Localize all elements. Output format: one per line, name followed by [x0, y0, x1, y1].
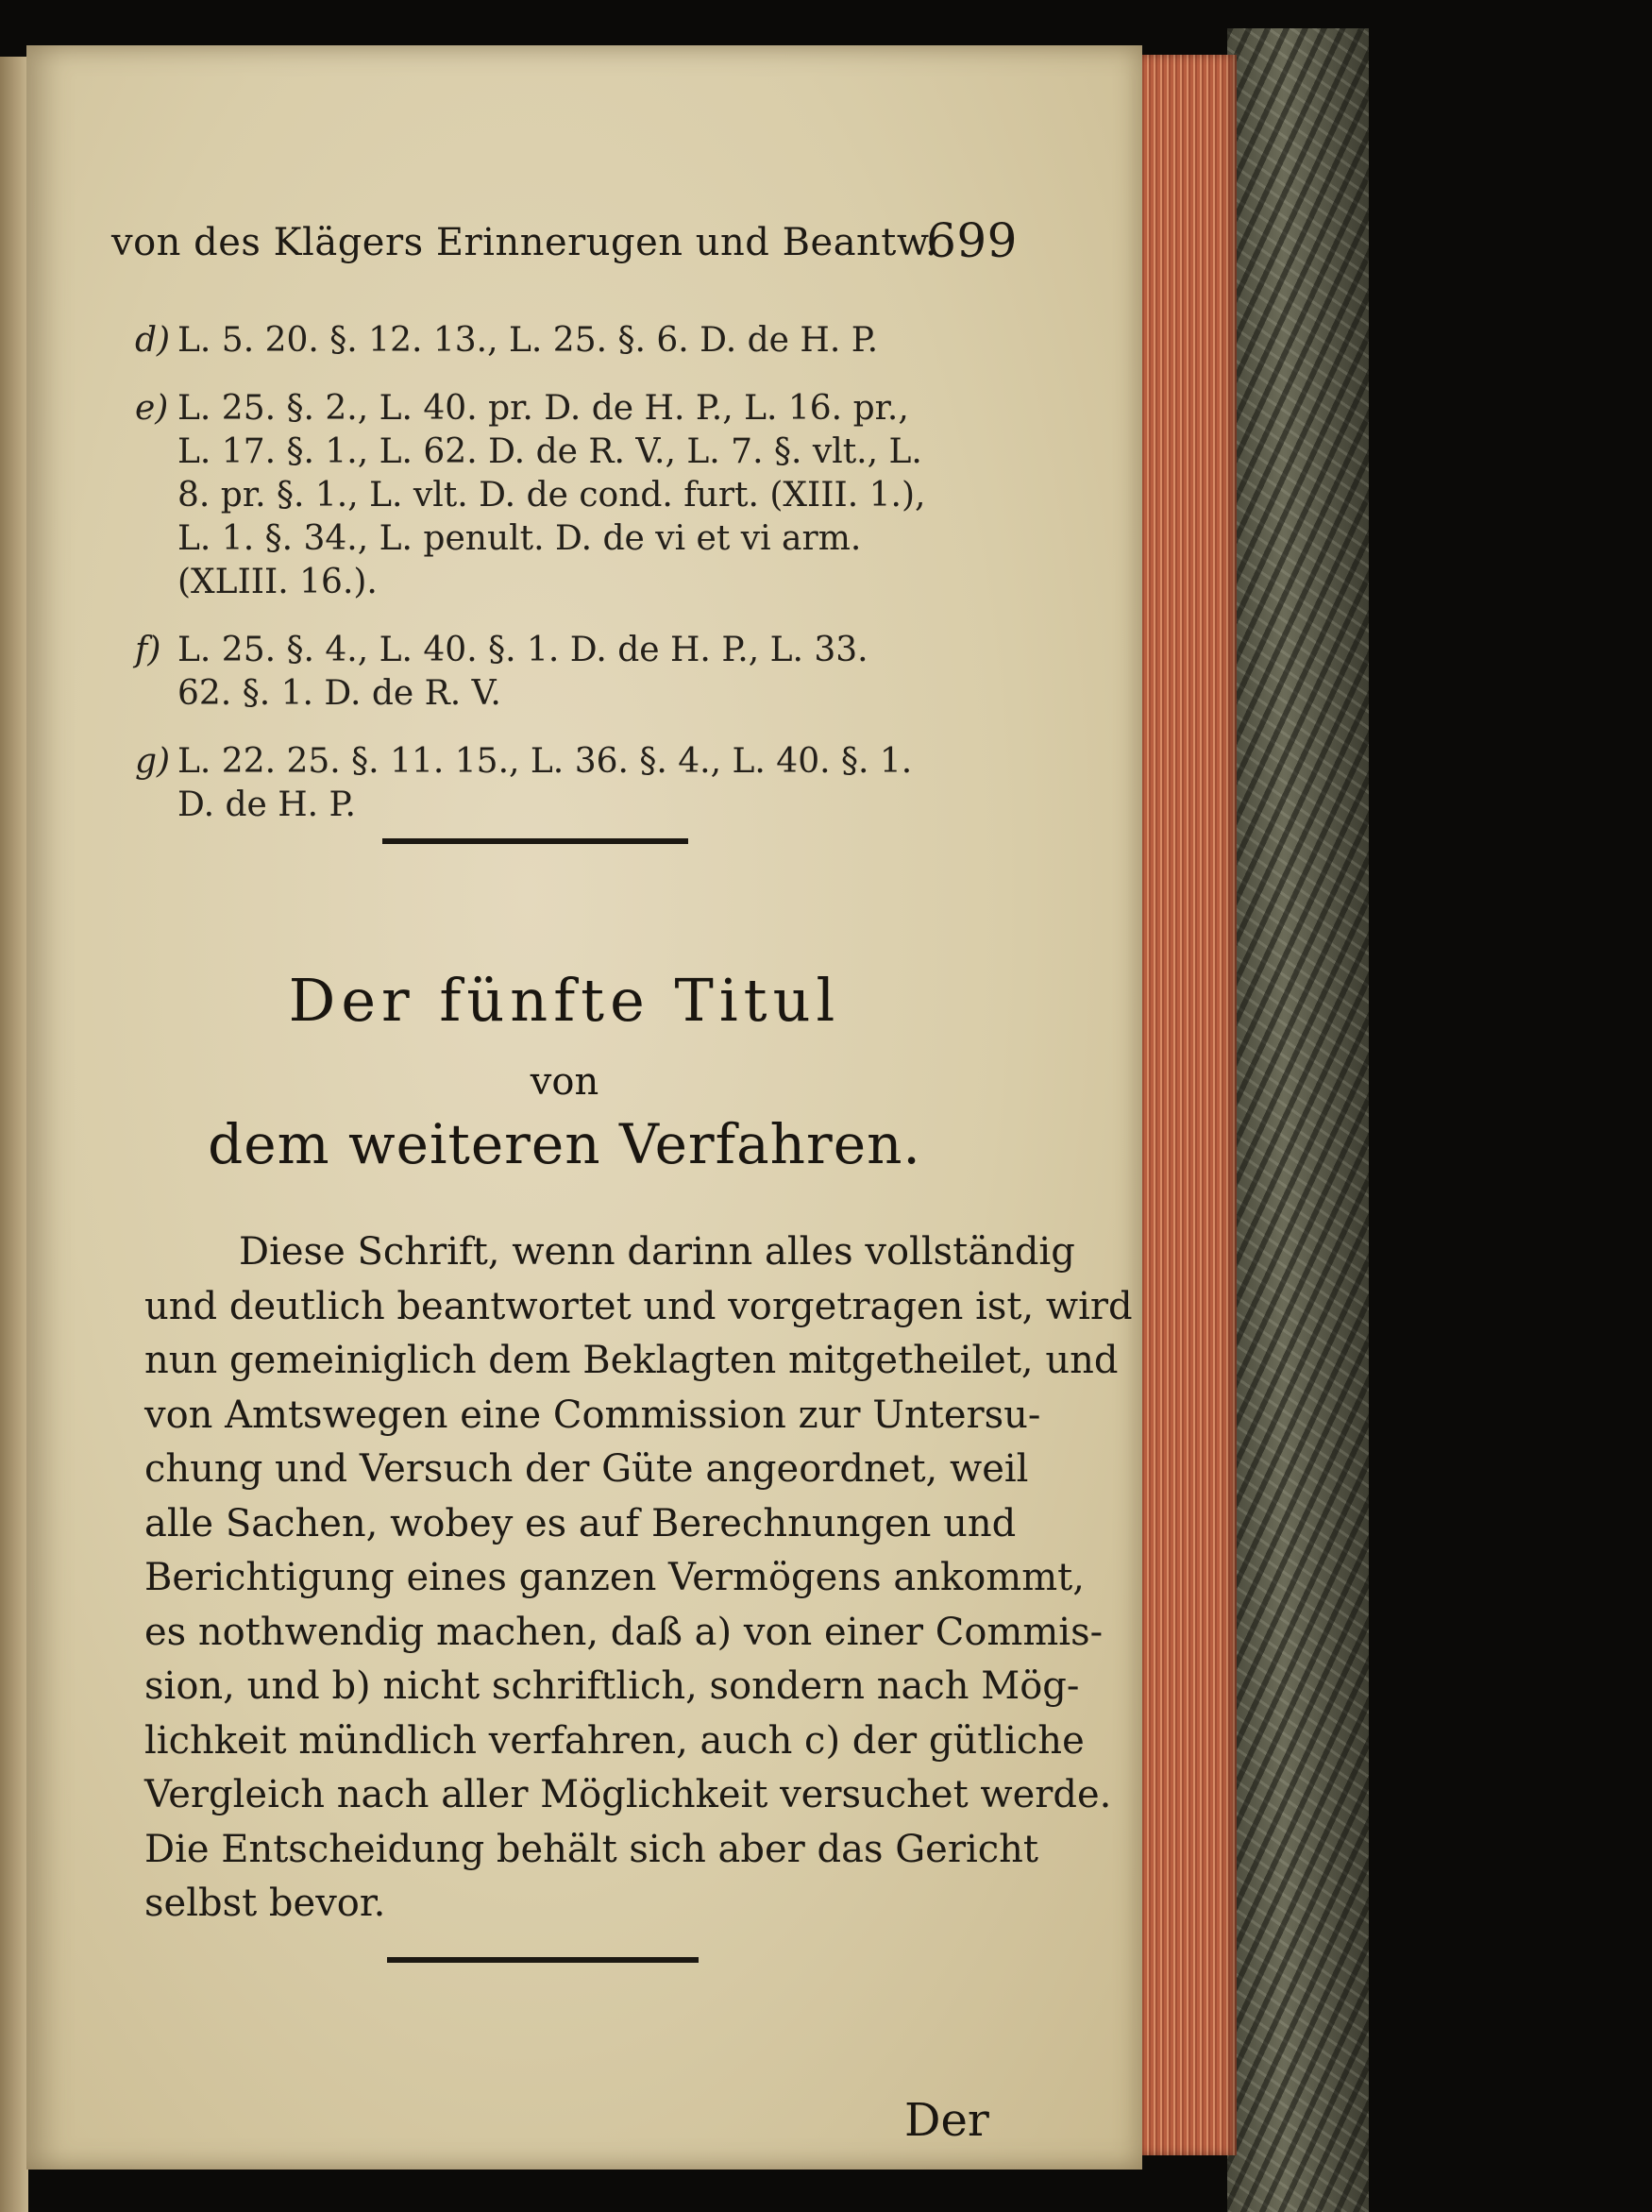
footnote-line: (XLIII. 16.). — [177, 563, 378, 601]
footnote-line: L. 5. 20. §. 12. 13., L. 25. §. 6. D. de H. P. — [177, 321, 879, 360]
body-line: und deutlich beantwortet und vorgetragen ist, wird — [144, 1284, 1133, 1328]
footnote-mark: g) — [135, 742, 171, 781]
body-paragraph — [144, 1225, 1133, 1932]
footnote-f — [135, 629, 1013, 716]
section-connector: von — [530, 1060, 599, 1104]
body-line: Diese Schrift, wenn darinn alles vollständig — [239, 1230, 1075, 1274]
footnote-line: L. 1. §. 34., L. penult. D. de vi et vi arm. — [177, 519, 862, 558]
catchword: Der — [904, 2094, 989, 2147]
body-line: nun gemeiniglich dem Beklagten mitgetheilet, und — [144, 1339, 1119, 1382]
page-edges — [1138, 55, 1237, 2155]
body-line: von Amtswegen eine Commission zur Untersu- — [144, 1393, 1041, 1437]
body-line: Die Entscheidung behält sich aber das Gericht — [144, 1827, 1038, 1871]
footnote-mark: d) — [135, 321, 171, 360]
footnote-d — [135, 319, 1013, 363]
footnote-line: L. 22. 25. §. 11. 15., L. 36. §. 4., L. 40. §. 1. — [177, 742, 913, 781]
body-line: Berichtigung eines ganzen Vermögens ankommt, — [144, 1556, 1085, 1599]
footnote-line: D. de H. P. — [177, 785, 356, 824]
running-title: von des Klägers Erinnerugen und Beantw. — [111, 221, 938, 264]
body-line: selbst bevor. — [144, 1882, 386, 1925]
section-subtitle: dem weiteren Verfahren. — [208, 1112, 921, 1176]
facing-page-edge — [0, 57, 28, 2212]
footnotes — [135, 319, 1013, 852]
body-line: sion, und b) nicht schriftlich, sondern nach Mög- — [144, 1664, 1080, 1708]
page-number: 699 — [926, 213, 1018, 268]
book-page — [26, 45, 1142, 2170]
page-header — [111, 204, 1018, 270]
body-line: alle Sachen, wobey es auf Berechnungen und — [144, 1501, 1017, 1545]
body-line: Vergleich nach aller Möglichkeit versuchet werde. — [144, 1773, 1112, 1816]
divider-rule-bottom — [387, 1957, 699, 1963]
book-cover — [1227, 28, 1369, 2212]
body-line: chung und Versuch der Güte angeordnet, weil — [144, 1447, 1029, 1491]
footnote-line: L. 25. §. 2., L. 40. pr. D. de H. P., L. 16. pr., — [177, 389, 909, 428]
footnote-line: 8. pr. §. 1., L. vlt. D. de cond. furt. (XIII. 1.), — [177, 476, 926, 515]
divider-rule-top — [382, 838, 688, 844]
footnote-line: L. 17. §. 1., L. 62. D. de R. V., L. 7. §. vlt., L. — [177, 432, 922, 471]
footnote-line: 62. §. 1. D. de R. V. — [177, 674, 501, 713]
footnote-e — [135, 387, 1013, 604]
body-line: es nothwendig machen, daß a) von einer Commis- — [144, 1610, 1104, 1654]
footnote-line: L. 25. §. 4., L. 40. §. 1. D. de H. P., L. 33. — [177, 631, 868, 669]
section-title: Der fünfte Titul — [288, 966, 841, 1035]
body-line: lichkeit mündlich verfahren, auch c) der gütliche — [144, 1718, 1085, 1763]
footnote-mark: e) — [135, 389, 169, 428]
footnote-mark: f) — [135, 631, 161, 669]
footnote-g — [135, 740, 1013, 827]
